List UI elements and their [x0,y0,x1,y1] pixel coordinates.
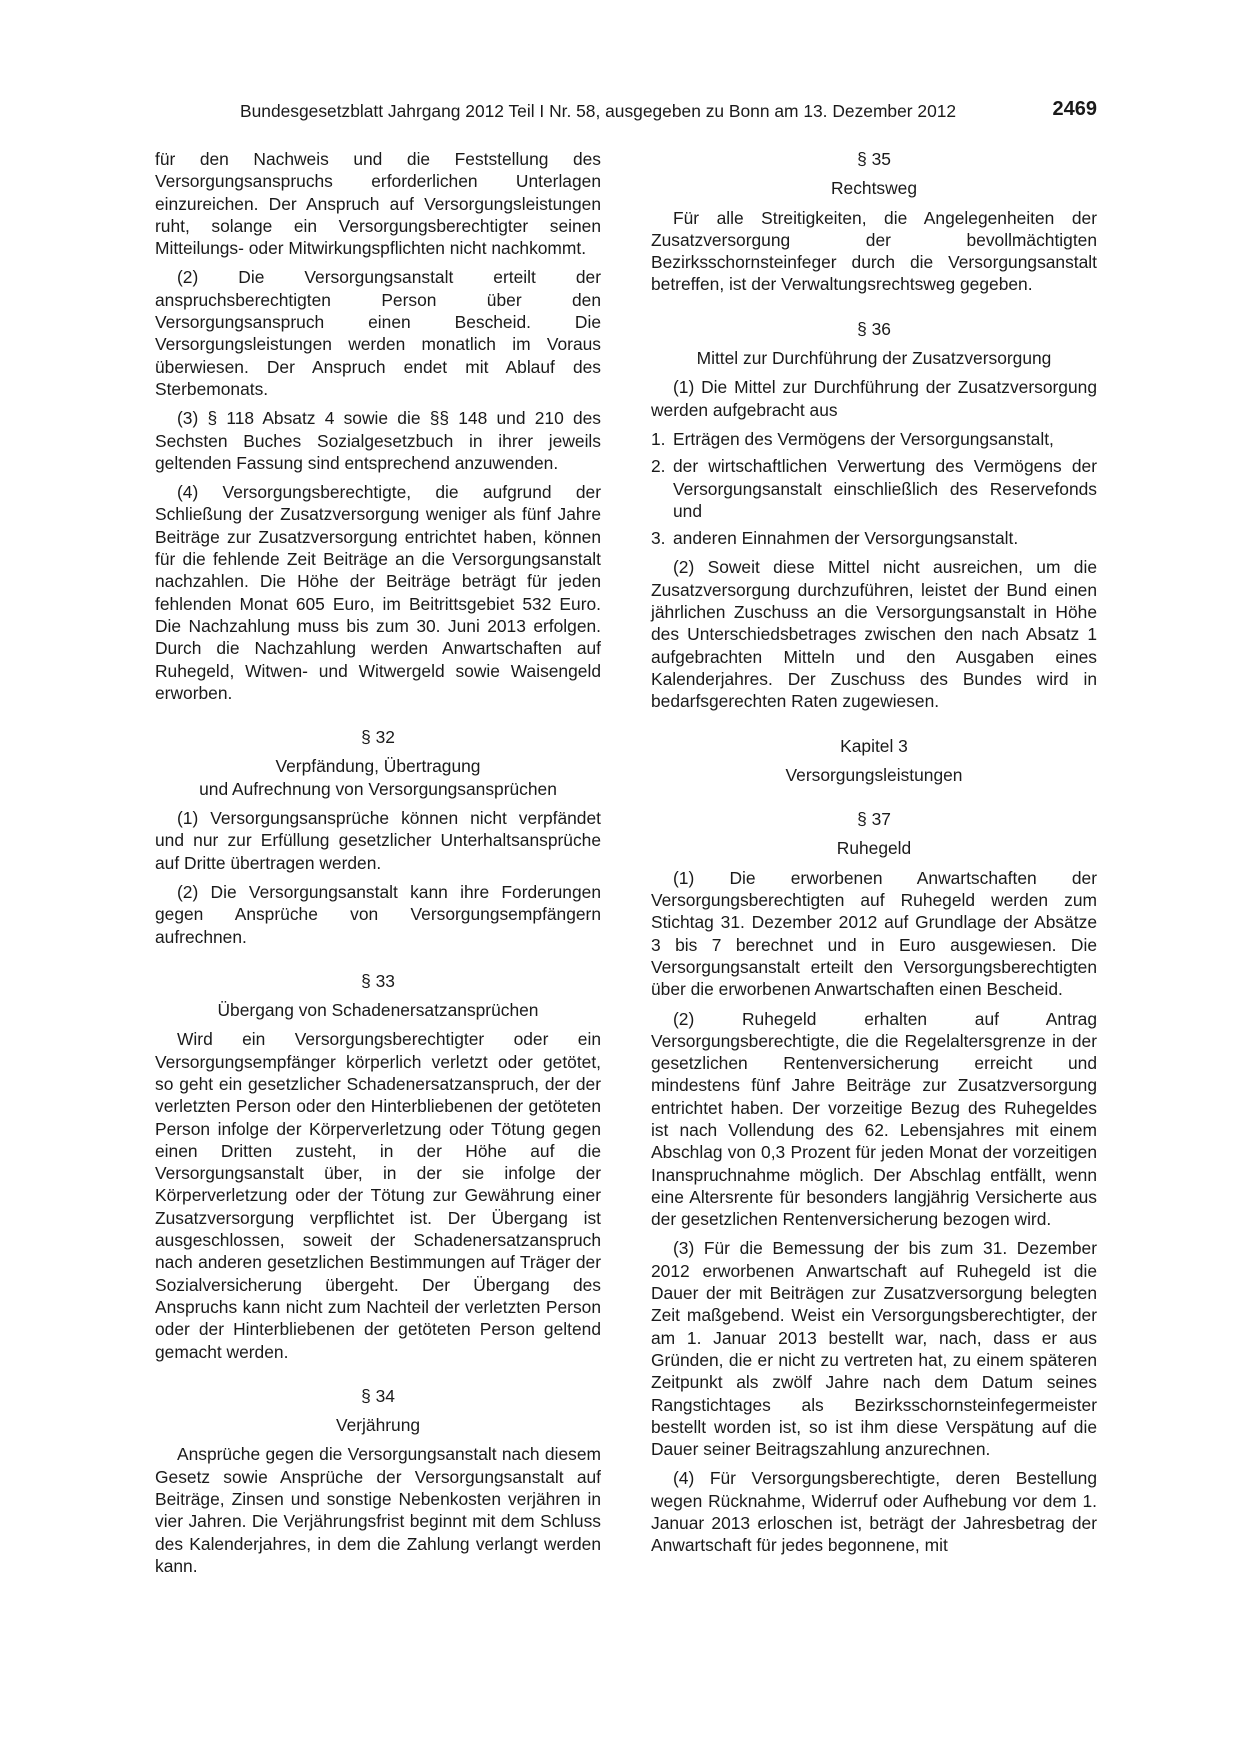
section-title: Verjährung [335,1415,421,1436]
paragraph: Wird ein Versorgungsberechtigter oder ein Versorgungsempfänger körperlich verletzt oder getötet, so geht ein gesetzlicher Schadenersatzanspruch, der der verletzten Person oder den Hinterbliebenen der getöteten Person infolge der Körperverletzung oder Tötung gegen einen Dritten zusteht, in der Höhe auf die Versorgungsanstalt über, in der sie infolge der Körperverletzung oder der Tötung zur Gewährung einer Zusatzversorgung verpflichtet ist. Der Übergang ist ausgeschlossen, soweit der Schadenersatzanspruch nach anderen gesetzlichen Bestimmungen auf Träger der Sozialversicherung übergeht. Der Übergang des Anspruchs kann nicht zum Nachteil der verletzten Person oder der Hinterbliebenen der getöteten Person geltend gemacht werden. [155,1029,601,1362]
section-number: § 34 [361,1385,395,1406]
paragraph: (2) Soweit diese Mittel nicht ausreichen, um die Zusatzversorgung durchzuführen, leistet der Bund einen jährlichen Zuschuss an die Versorgungsanstalt in Höhe des Unterschiedsbetrages zwischen den nach Absatz 1 aufgebrachten Mitteln und den Ausgaben eines Kalenderjahres. Der Zuschuss des Bundes wird in bedarfsgerechten Raten zugewiesen. [651,557,1097,712]
page-header [240,98,1097,125]
section-title: Verpfändung, Übertragung [275,756,481,777]
section-title: Rechtsweg [830,178,918,199]
list-item-text: anderen Einnahmen der Versorgungsanstalt. [673,528,1019,549]
section-number: § 33 [361,970,395,991]
running-header: Bundesgesetzblatt Jahrgang 2012 Teil I Nr. 58, ausgegeben zu Bonn am 13. Dezember 2012 [240,101,957,121]
section-title: und Aufrechnung von Versorgungsansprüchen [199,778,557,799]
paragraph: Für alle Streitigkeiten, die Angelegenheiten der Zusatzversorgung der bevollmächtigten Bezirksschornsteinfeger durch die Versorgungsanstalt betreffen, ist der Verwaltungsrechtsweg gegeben. [651,207,1097,295]
section-number: § 32 [361,727,395,748]
left-column [155,148,601,1584]
list-item [651,527,1097,549]
section-title: Übergang von Schadenersatzansprüchen [217,1000,539,1021]
paragraph: (1) Versorgungsansprüche können nicht verpfändet und nur zur Erfüllung gesetzlicher Unterhaltsansprüche auf Dritte übertragen werden. [155,808,601,873]
section-number: § 35 [857,149,891,169]
paragraph: (4) Versorgungsberechtigte, die aufgrund der Schließung der Zusatzversorgung weniger als fünf Jahre Beiträge zur Zusatzversorgung entrichtet haben, können für die fehlende Zeit Beiträge an die Versorgungsanstalt nachzahlen. Die Höhe der Beiträge beträgt für jeden fehlenden Monat 605 Euro, im Beitrittsgebiet 532 Euro. Die Nachzahlung muss bis zum 30. Juni 2013 erfolgen. Durch die Nachzahlung werden Anwartschaften auf Ruhegeld, Witwen- und Witwergeld sowie Waisengeld erworben. [155,482,601,703]
section-title: Mittel zur Durchführung der Zusatzversorgung [696,348,1052,369]
list-item-text: der wirtschaftlichen Verwertung des Vermögens der Versorgungsanstalt einschließlich des Reservefonds und [673,456,1097,521]
section-title: Ruhegeld [836,838,912,859]
enumerated-list [651,428,1097,549]
paragraph: (1) Die erworbenen Anwartschaften der Versorgungsberechtigten auf Ruhegeld werden zum Stichtag 31. Dezember 2012 auf Grundlage der Absätze 3 bis 7 berechnet und in Euro ausgewiesen. Die Versorgungsanstalt erteilt den Versorgungsberechtigten über die erworbenen Anwartschaften einen Bescheid. [651,867,1097,1000]
list-item-text: Erträgen des Vermögens der Versorgungsanstalt, [673,428,1054,449]
paragraph: Ansprüche gegen die Versorgungsanstalt nach diesem Gesetz sowie Ansprüche der Versorgungsanstalt auf Beiträge, Zinsen und sonstige Nebenkosten verjähren in vier Jahren. Die Verjährungsfrist beginnt mit dem Schluss des Kalenderjahres, in dem die Zahlung verlangt werden kann. [155,1444,601,1576]
paragraph: (1) Die Mittel zur Durchführung der Zusatzversorgung werden aufgebracht aus [651,377,1097,420]
chapter-number: Kapitel 3 [840,735,908,756]
list-item-number: 1. [651,428,666,449]
paragraph: (3) Für die Bemessung der bis zum 31. Dezember 2012 erworbenen Anwartschaft auf Ruhegeld ist die Dauer der mit Beiträgen zur Zusatzversorgung belegten Zeit maßgebend. Weist ein Versorgungsberechtigter, der am 1. Januar 2013 bestellt war, nach, dass er aus Gründen, die er nicht zu vertreten hat, zu einem späteren Zeitpunkt als zwölf Jahre nach dem Datum seines Rangstichtages als Bezirksschornsteinfegermeister bestellt worden ist, so ist ihm diese Verspätung auf die Dauer seiner Beitragszahlung anzurechnen. [651,1238,1097,1460]
list-item-number: 2. [651,456,666,477]
paragraph: (2) Die Versorgungsanstalt erteilt der anspruchsberechtigten Person über den Versorgungsanspruch einen Bescheid. Die Versorgungsleistungen werden monatlich im Voraus überwiesen. Der Anspruch endet mit Ablauf des Sterbemonats. [155,267,601,399]
right-column [651,148,1097,1564]
paragraph: (2) Ruhegeld erhalten auf Antrag Versorgungsberechtigte, die die Regelaltersgrenze in der gesetzlichen Rentenversicherung erreicht und mindestens fünf Jahre Beiträge zur Zusatzversorgung entrichtet haben. Der vorzeitige Bezug des Ruhegeldes ist nach Vollendung des 62. Lebensjahres mit einem Abschlag von 0,3 Prozent für jeden Monat der vorzeitigen Inanspruchnahme möglich. Der Abschlag entfällt, wenn eine Altersrente für besonders langjährig Versicherte aus der gesetzlichen Rentenversicherung bezogen wird. [651,1008,1097,1230]
section-number: § 37 [857,809,891,830]
list-item [651,455,1097,522]
section-number: § 36 [857,318,891,339]
page-number: 2469 [1052,98,1097,120]
list-item [651,428,1097,450]
paragraph: (2) Die Versorgungsanstalt kann ihre Forderungen gegen Ansprüche von Versorgungsempfängern aufrechnen. [155,881,601,947]
list-item-number: 3. [651,528,666,549]
chapter-title: Versorgungsleistungen [785,764,963,785]
paragraph: (4) Für Versorgungsberechtigte, deren Bestellung wegen Rücknahme, Widerruf oder Aufhebung vor dem 1. Januar 2013 erloschen ist, beträgt der Jahresbetrag der Anwartschaft für jedes begonnene, mit [651,1468,1097,1556]
continued-paragraph: für den Nachweis und die Feststellung des Versorgungsanspruchs erforderlichen Unterlagen einzureichen. Der Anspruch auf Versorgungsleistungen ruht, solange ein Versorgungsberechtigter seinen Mitteilungs- oder Mitwirkungspflichten nicht nachkommt. [155,149,601,259]
paragraph: (3) § 118 Absatz 4 sowie die §§ 148 und 210 des Sechsten Buches Sozialgesetzbuch in ihrer jeweils geltenden Fassung sind entsprechend anzuwenden. [155,408,601,473]
